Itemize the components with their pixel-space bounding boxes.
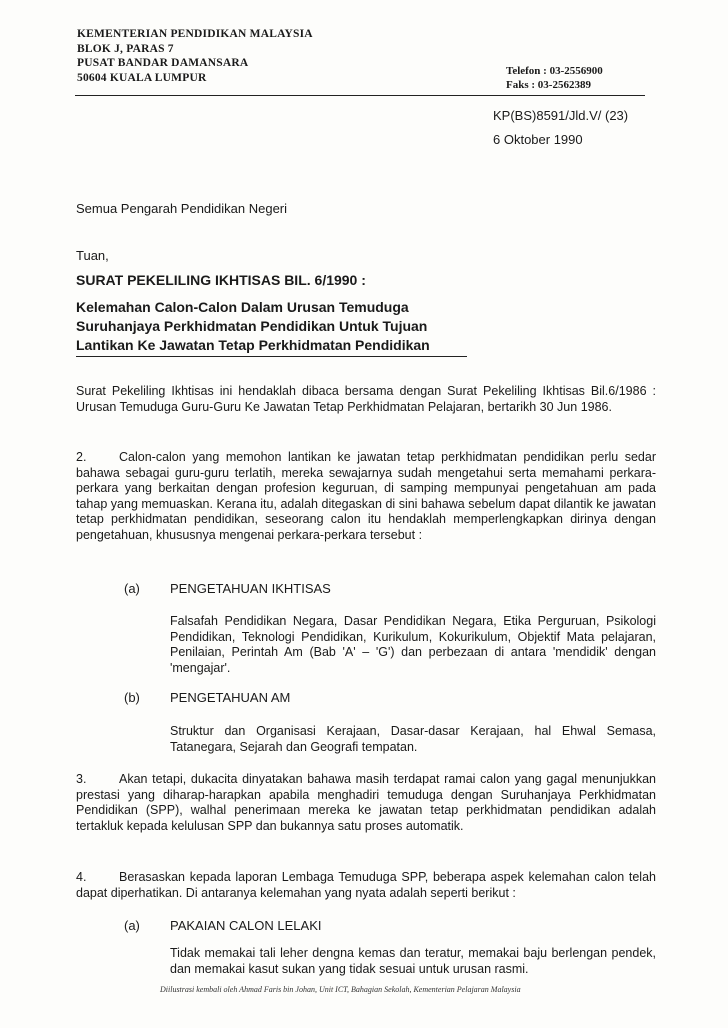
footer-credit: Diilustrasi kembali oleh Ahmad Faris bin Johan, Unit ICT, Bahagian Sekolah, Kementerian Pelajaran Malaysia: [160, 985, 521, 994]
circular-title: SURAT PEKELILING IKHTISAS BIL. 6/1990 :: [76, 272, 366, 288]
paragraph-number: 2.: [76, 450, 87, 464]
paragraph-text: Berasaskan kepada laporan Lembaga Temuduga SPP, beberapa aspek kelemahan calon telah dapat diperhatikan. Di antaranya kelemahan yang nyata adalah seperti berikut :: [76, 870, 656, 900]
section-label: (a): [124, 918, 140, 933]
section-label: (b): [124, 690, 140, 705]
ministry-address: [77, 27, 313, 85]
section-title: PENGETAHUAN AM: [170, 690, 291, 705]
paragraph-number: 4.: [76, 870, 87, 884]
address-line: KEMENTERIAN PENDIDIKAN MALAYSIA: [77, 28, 313, 40]
recipient: Semua Pengarah Pendidikan Negeri: [76, 201, 288, 216]
section-label: (a): [124, 581, 140, 596]
paragraph-3: [76, 772, 656, 834]
section-title: PENGETAHUAN IKHTISAS: [170, 581, 331, 596]
address-line: BLOK J, PARAS 7: [77, 42, 174, 55]
paragraph-number: 3.: [76, 772, 87, 786]
subject-line: Kelemahan Calon-Calon Dalam Urusan Temuduga: [76, 299, 409, 315]
paragraph-4: [76, 870, 656, 901]
salutation: Tuan,: [76, 248, 109, 263]
paragraph-text: Calon-calon yang memohon lantikan ke jawatan tetap perkhidmatan pendidikan perlu sedar bahawa sebagai guru-guru terlatih, mereka sewajarnya sudah mengetahui serta memahami perkara-perkara yang berkaitan dengan profesion keguruan, di samping mempunyai pengetahuan am pada tahap yang memuaskan. Kerana itu, adalah ditegaskan di sini bahawa sebelum dapat dilantik ke jawatan tetap perkhidmatan pendidikan, seseorang calon itu hendaklah memperlengkapkan dirinya dengan pengetahuan, khususnya mengenai perkara-perkara tersebut :: [76, 450, 656, 542]
section-text: Struktur dan Organisasi Kerajaan, Dasar-dasar Kerajaan, hal Ehwal Semasa, Tatanegara, Sejarah dan Geografi tempatan.: [170, 724, 656, 754]
telephone: Telefon : 03-2556900: [506, 65, 603, 77]
address-line: 50604 KUALA LUMPUR: [77, 71, 207, 84]
paragraph-2: [76, 450, 656, 543]
paragraph-1: Surat Pekeliling Ikhtisas ini hendaklah dibaca bersama dengan Surat Pekeliling Ikhtisas Bil.6/1986 : Urusan Temuduga Guru-Guru Ke Jawatan Tetap Perkhidmatan Pelajaran, bertarikh 30 Jun 1986.: [76, 384, 656, 414]
fax: Faks : 03-2562389: [506, 79, 591, 91]
subject-heading: [76, 298, 430, 355]
section-text: Falsafah Pendidikan Negara, Dasar Pendidikan Negara, Etika Perguruan, Psikologi Pendidikan, Teknologi Pendidikan, Kurikulum, Kokurikulum, Objektif Mata pelajaran, Penilaian, Perintah Am (Bab 'A' – 'G') dan perbezaan di antara 'mendidik' dengan 'mengajar'.: [170, 614, 656, 675]
reference-number: KP(BS)8591/Jld.V/ (23): [493, 108, 629, 123]
address-line: PUSAT BANDAR DAMANSARA: [77, 57, 249, 69]
letter-date: 6 Oktober 1990: [493, 132, 583, 147]
section-title: PAKAIAN CALON LELAKI: [170, 918, 322, 933]
subject-underline: [76, 356, 467, 357]
header-divider: [75, 95, 645, 96]
contact-info: [506, 64, 603, 92]
subject-line: Lantikan Ke Jawatan Tetap Perkhidmatan Pendidikan: [76, 337, 430, 353]
paragraph-text: Akan tetapi, dukacita dinyatakan bahawa masih terdapat ramai calon yang gagal menunjukkan prestasi yang diharap-harapkan apabila menghadiri temuduga dengan Suruhanjaya Perkhidmatan Pendidikan (SPP), walhal penerimaan mereka ke jawatan tetap perkhidmatan pendidikan adalah tertakluk kepada kelulusan SPP dan bukannya satu proses automatik.: [76, 772, 656, 833]
subject-line: Suruhanjaya Perkhidmatan Pendidikan Untuk Tujuan: [76, 318, 428, 334]
section-text: Tidak memakai tali leher dengna kemas dan teratur, memakai baju berlengan pendek, dan memakai kasut sukan yang tidak sesuai untuk urusan rasmi.: [170, 946, 656, 976]
